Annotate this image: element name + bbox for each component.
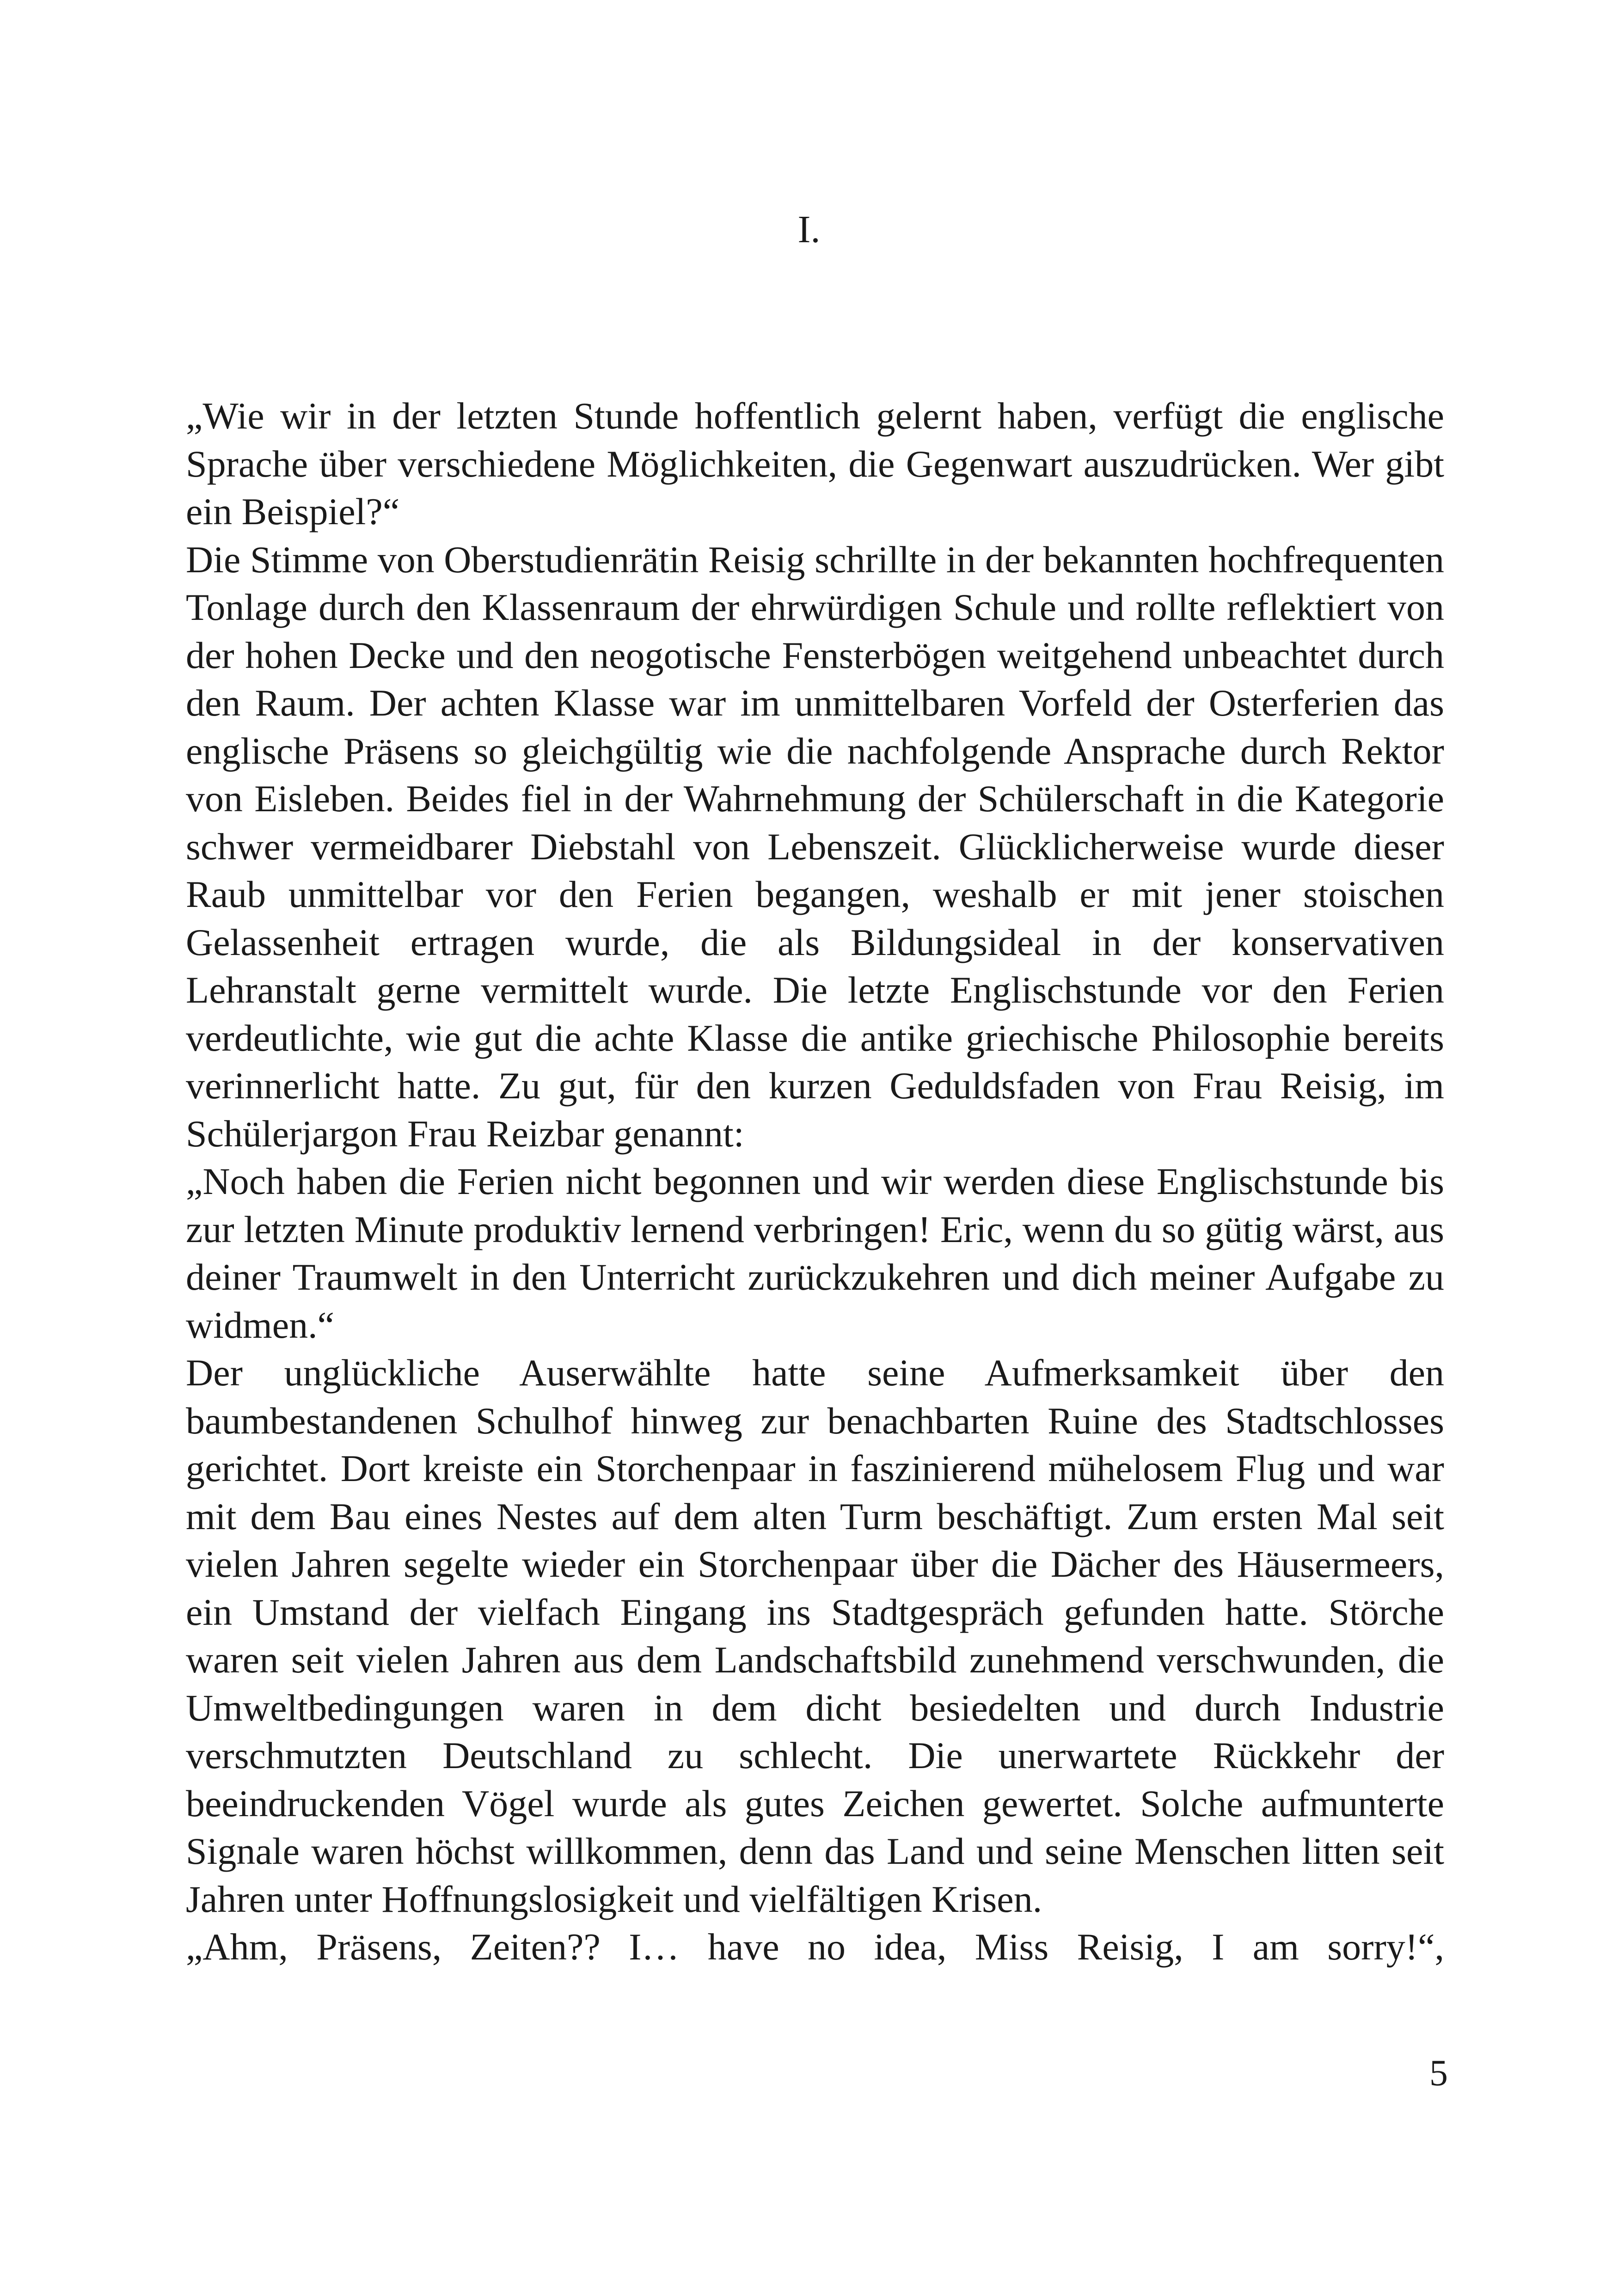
paragraph: „Noch haben die Ferien nicht begonnen und wir werden diese Englischstunde bis zur letzten Minute produktiv lernend verbringen! Eric, wenn du so gütig wärst, aus deiner Traumwelt in den Unterricht zurückzukehren und dich meiner Aufgabe zu widmen.“ [186, 1160, 1444, 1346]
paragraph: Der unglückliche Auserwählte hatte seine Aufmerksamkeit über den baumbestandenen Schulhof hinweg zur benachbarten Ruine des Stadtschlosses gerichtet. Dort kreiste ein Storchenpaar in faszinierend mühelosem Flug und war mit dem Bau eines Nestes auf dem alten Turm beschäftigt. Zum ersten Mal seit vielen Jahren segelte wieder ein Storchenpaar über die Dächer des Häusermeers, ein Umstand der vielfach Eingang ins Stadtgespräch gefunden hatte. Störche waren seit vielen Jahren aus dem Landschaftsbild zunehmend verschwunden, die Umweltbedingungen waren in dem dicht besiedelten und durch Industrie verschmutzten Deutschland zu schlecht. Die unerwartete Rückkehr der beeindruckenden Vögel wurde als gutes Zeichen gewertet. Solche aufmunterte Signale waren höchst willkommen, denn das Land und seine Menschen litten seit Jahren unter Hoffnungslosigkeit und vielfältigen Krisen. [186, 1352, 1444, 1920]
paragraph: „Wie wir in der letzten Stunde hoffentlich gelernt haben, verfügt die englische Sprache über verschiedene Möglichkeiten, die Gegenwart auszudrücken. Wer gibt ein Beispiel?“ [186, 395, 1444, 533]
chapter-number: I. [797, 208, 821, 251]
page-number: 5 [1429, 2053, 1448, 2094]
paragraph: Die Stimme von Oberstudienrätin Reisig schrillte in der bekannten hochfrequenten Tonlage durch den Klassenraum der ehrwürdigen Schule und rollte reflektiert von der hohen Decke und den neogotische Fensterbögen weitgehend unbeachtet durch den Raum. Der achten Klasse war im unmittelbaren Vorfeld der Osterferien das englische Präsens so gleichgültig wie die nachfolgende Ansprache durch Rektor von Eisleben. Beides fiel in der Wahrnehmung der Schülerschaft in die Kategorie schwer vermeidbarer Diebstahl von Lebenszeit. Glücklicherweise wurde dieser Raub unmittelbar vor den Ferien begangen, weshalb er mit jener stoischen Gelassenheit ertragen wurde, die als Bildungsideal in der konservativen Lehranstalt gerne vermittelt wurde. Die letzte Englischstunde vor den Ferien verdeutlichte, wie gut die achte Klasse die antike griechische Philosophie bereits verinnerlicht hatte. Zu gut, für den kurzen Geduldsfaden von Frau Reisig, im Schülerjargon Frau Reizbar genannt: [186, 538, 1444, 1155]
body-text [186, 392, 1444, 1971]
paragraph: „Ahm, Präsens, Zeiten?? I… have no idea, Miss Reisig, I am sorry!“, [186, 1926, 1444, 1968]
